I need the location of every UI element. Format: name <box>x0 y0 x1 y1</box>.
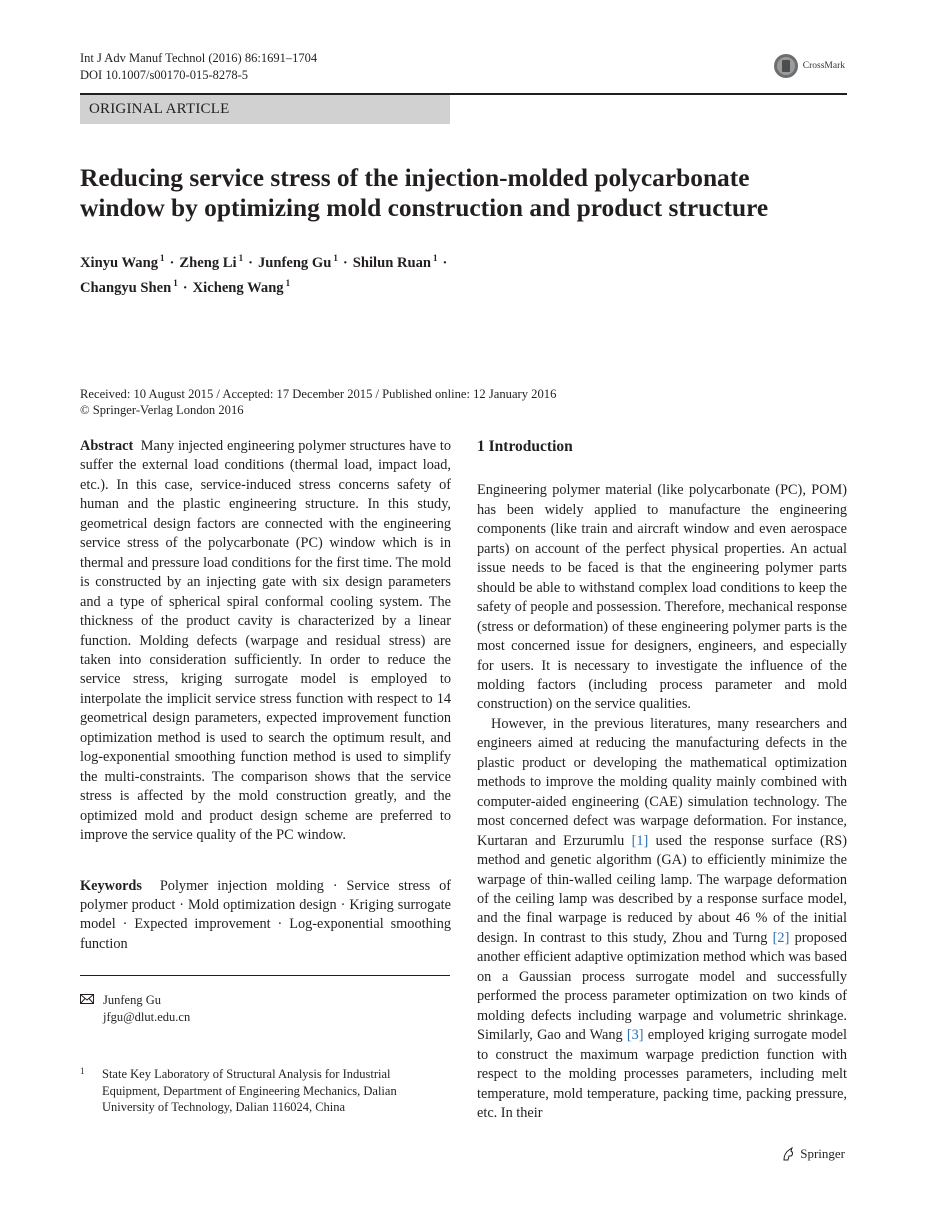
intro-text-segment: used the response surface (RS) method and genetic algorithm (GA) to efficiently minimize the warpage of thin-walled ceiling lamp. The warpage deformation of the ceiling lamp was described by a response surface model, and the final warpage is reduced by about 46 % of the initial design. In contrast to this study, Zhou and Turng <box>477 832 847 946</box>
corresponding-email-link[interactable]: jfgu@dlut.edu.cn <box>103 1009 191 1024</box>
publication-dates <box>80 386 556 418</box>
author-name[interactable]: Changyu Shen <box>80 280 172 296</box>
springer-horse-icon <box>781 1147 795 1161</box>
left-column <box>80 437 451 954</box>
copyright-line: © Springer-Verlag London 2016 <box>80 403 244 417</box>
affiliation-text: State Key Laboratory of Structural Analysis for Industrial Equipment, Department of Engineering Mechanics, Dalian University of Technology, Dalian 116024, China <box>102 1067 397 1114</box>
intro-paragraph-2 <box>477 715 847 1124</box>
abstract <box>80 437 451 846</box>
affiliation-footnote <box>80 1066 440 1116</box>
keywords-label: Keywords <box>80 877 142 894</box>
crossmark-label: CrossMark <box>802 61 845 71</box>
publisher-footer <box>781 1146 845 1162</box>
envelope-icon <box>80 992 96 1009</box>
author-name[interactable]: Xicheng Wang <box>192 280 284 296</box>
abstract-text: Many injected engineering polymer structures have to suffer the external load conditions (thermal load, impact load, etc.). In this case, service-induced stress concerns safety of human and the plastic engineering structure. In this study, geometrical design factors are connected with the engineering service stress of the polycarbonate (PC) window which is in thermal and pressure load conditions for the first time. The mold is constructed by an injecting gate with six design parameters and a type of spherical spiral conformal cooling system. The thickness of the product cavity is characterized by a linear function. Molding defects (warpage and residual stress) are taken into consideration sufficiently. In order to reduce the service stress, kriging surrogate model is employed to interpolate the implicit service stress function with respect to 14 geometrical design parameters, expected improvement function optimization method is used to search the optimum result, and log-exponential smoothing function method is used to simplify the multi-constraints. The comparison shows that the service stress is affected by the mold construction greatly, and the optimized mold and product design scheme are preferred to improve the service quality of the PC window. <box>80 438 451 844</box>
affiliation-number: 1 <box>80 1066 85 1076</box>
crossmark-badge[interactable] <box>773 53 845 79</box>
corresponding-author-name: Junfeng Gu <box>103 993 161 1007</box>
title-line-2: window by optimizing mold construction and product structure <box>80 194 769 222</box>
author-affiliation-mark: 1 <box>160 253 165 263</box>
citation-link-1[interactable]: [1] <box>631 832 649 849</box>
author-list <box>80 248 780 298</box>
author-affiliation-mark: 1 <box>285 278 291 288</box>
intro-text-segment: proposed another efficient adaptive optimization method which was based on a Gaussian process surrogate model and successfully performed the process parameter optimization on two kinds of molding defects including warpage and volumetric shrinkage. Similarly, Gao and Wang <box>477 929 847 1044</box>
received-accepted-published: Received: 10 August 2015 / Accepted: 17 December 2015 / Published online: 12 January 2016 <box>80 387 557 401</box>
section-heading-introduction: 1 Introduction <box>477 438 573 455</box>
keywords <box>80 877 451 955</box>
author-name[interactable]: Junfeng Gu <box>257 255 332 271</box>
doi[interactable]: DOI 10.1007/s00170-015-8278-5 <box>80 68 249 82</box>
article-title <box>80 163 850 223</box>
citation-link-2[interactable]: [2] <box>772 929 790 946</box>
crossmark-icon <box>773 53 799 79</box>
citation-link-3[interactable]: [3] <box>626 1027 644 1044</box>
footnote-divider <box>80 975 450 976</box>
title-line-1: Reducing service stress of the injection-molded polycarbonate <box>80 164 750 192</box>
author-affiliation-mark: 1 <box>238 253 244 263</box>
abstract-label: Abstract <box>80 438 134 454</box>
author-name[interactable]: Xinyu Wang <box>80 255 159 271</box>
journal-citation: Int J Adv Manuf Technol (2016) 86:1691–1704 <box>80 51 318 65</box>
right-column <box>477 437 847 1123</box>
author-name[interactable]: Zheng Li <box>179 255 237 271</box>
springer-label: Springer <box>800 1146 845 1161</box>
author-line-2: Changyu Shen $^1$ · Xicheng Wang $^1$ <box>80 278 291 296</box>
author-affiliation-mark: 1 <box>433 253 438 263</box>
intro-text-segment: employed kriging surrogate model to construct the maximum warpage prediction function with respect to the molding processes parameters, including melt temperature, mold temperature, packing time, packing pressure, etc. In their <box>477 1027 847 1121</box>
author-affiliation-mark: 1 <box>333 253 338 263</box>
keywords-text: Polymer injection molding · Service stress of polymer product · Mold optimization design · Kriging surrogate model · Expected improvement · Log-exponential smoothing function <box>80 877 451 952</box>
author-line-1: Xinyu Wang $^1$ · Zheng Li $^1$ · Junfeng Gu $^1$ · Shilun Ruan $^1$ · <box>80 253 448 271</box>
corresponding-author <box>80 992 190 1025</box>
intro-text-segment: However, in the previous literatures, many researchers and engineers aimed at reducing the manufacturing defects in the plastic product or developing the mathematical optimization methods to improve the molding quality mainly combined with computer-aided engineering (CAE) simulation technology. The most concerned defect was warpage deformation. For instance, Kurtaran and Erzurumlu <box>477 715 847 849</box>
article-type-banner: ORIGINAL ARTICLE <box>80 95 450 124</box>
intro-paragraph-1: Engineering polymer material (like polycarbonate (PC), POM) has been widely applied to manufacture the engineering components (like train and aircraft window and even aerospace parts) on account of the perfect physical properties. An actual issue needs to be faced is that the engineering polymer parts should be able to withstand complex load conditions to keep the safety of people and possession. Therefore, mechanical response (stress or deformation) of these engineering polymer parts is the most concerned issue for designers, engineers, and especially for users. It is necessary to investigate the influence of the molding factors (including process parameter and mold construction) on the service qualities. <box>477 482 847 713</box>
author-name[interactable]: Shilun Ruan <box>352 255 432 271</box>
author-affiliation-mark: 1 <box>173 278 178 288</box>
